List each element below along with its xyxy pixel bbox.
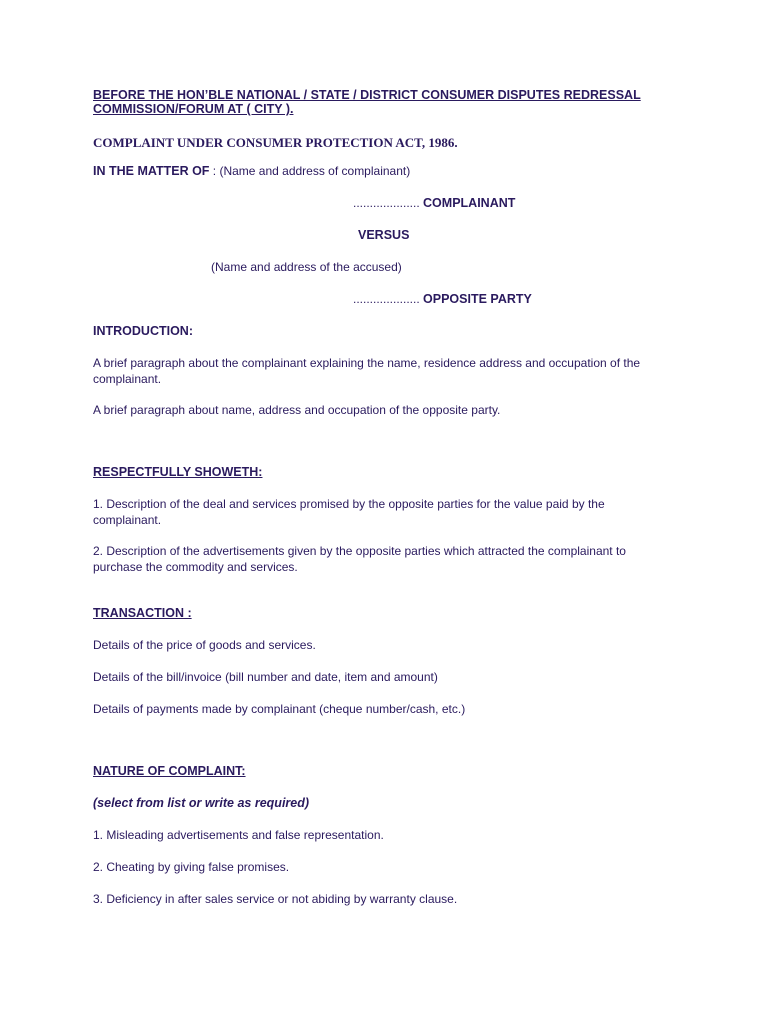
document-page	[93, 88, 673, 906]
complainant-dots: ....................	[353, 196, 420, 210]
document-title-line1: BEFORE THE HON’BLE NATIONAL / STATE / DISTRICT CONSUMER DISPUTES REDRESSAL	[93, 88, 641, 102]
introduction-heading: INTRODUCTION:	[93, 324, 193, 338]
document-title-line2: COMMISSION/FORUM AT ( CITY ).	[93, 102, 294, 116]
opposite-party-dots: ....................	[353, 292, 420, 306]
nature-of-complaint-heading: NATURE OF COMPLAINT:	[93, 764, 246, 778]
transaction-item-1: Details of the price of goods and services.	[93, 638, 316, 652]
document-title	[93, 88, 673, 116]
opposite-party-label: OPPOSITE PARTY	[423, 292, 532, 306]
in-the-matter-label: IN THE MATTER OF	[93, 164, 210, 178]
introduction-paragraph-1: A brief paragraph about the complainant explaining the name, residence address and occupation of the complainant.	[93, 356, 641, 386]
showeth-item-1: 1. Description of the deal and services promised by the opposite parties for the value paid by the complainant.	[93, 497, 605, 527]
document-subtitle: COMPLAINT UNDER CONSUMER PROTECTION ACT, 1986.	[93, 135, 458, 150]
transaction-item-2: Details of the bill/invoice (bill number and date, item and amount)	[93, 670, 438, 684]
showeth-item-2: 2. Description of the advertisements given by the opposite parties which attracted the complainant to purchase the commodity and services.	[93, 544, 626, 574]
in-the-matter-line	[93, 163, 410, 179]
complainant-name-placeholder: (Name and address of complainant)	[219, 164, 411, 178]
introduction-paragraph-2: A brief paragraph about name, address and occupation of the opposite party.	[93, 403, 501, 417]
transaction-item-3: Details of payments made by complainant (cheque number/cash, etc.)	[93, 702, 466, 716]
transaction-heading: TRANSACTION :	[93, 606, 192, 620]
respectfully-showeth-heading: RESPECTFULLY SHOWETH:	[93, 465, 263, 479]
in-the-matter-separator: :	[209, 164, 220, 178]
opposite-party-line	[353, 291, 532, 307]
nature-item-3: 3. Deficiency in after sales service or not abiding by warranty clause.	[93, 892, 458, 906]
complainant-label: COMPLAINANT	[423, 196, 516, 210]
complainant-line	[353, 195, 515, 211]
nature-item-2: 2. Cheating by giving false promises.	[93, 860, 290, 874]
nature-of-complaint-note: (select from list or write as required)	[93, 796, 310, 810]
nature-item-1: 1. Misleading advertisements and false representation.	[93, 828, 384, 842]
versus-label: VERSUS	[358, 228, 410, 242]
accused-name-placeholder: (Name and address of the accused)	[211, 260, 402, 274]
